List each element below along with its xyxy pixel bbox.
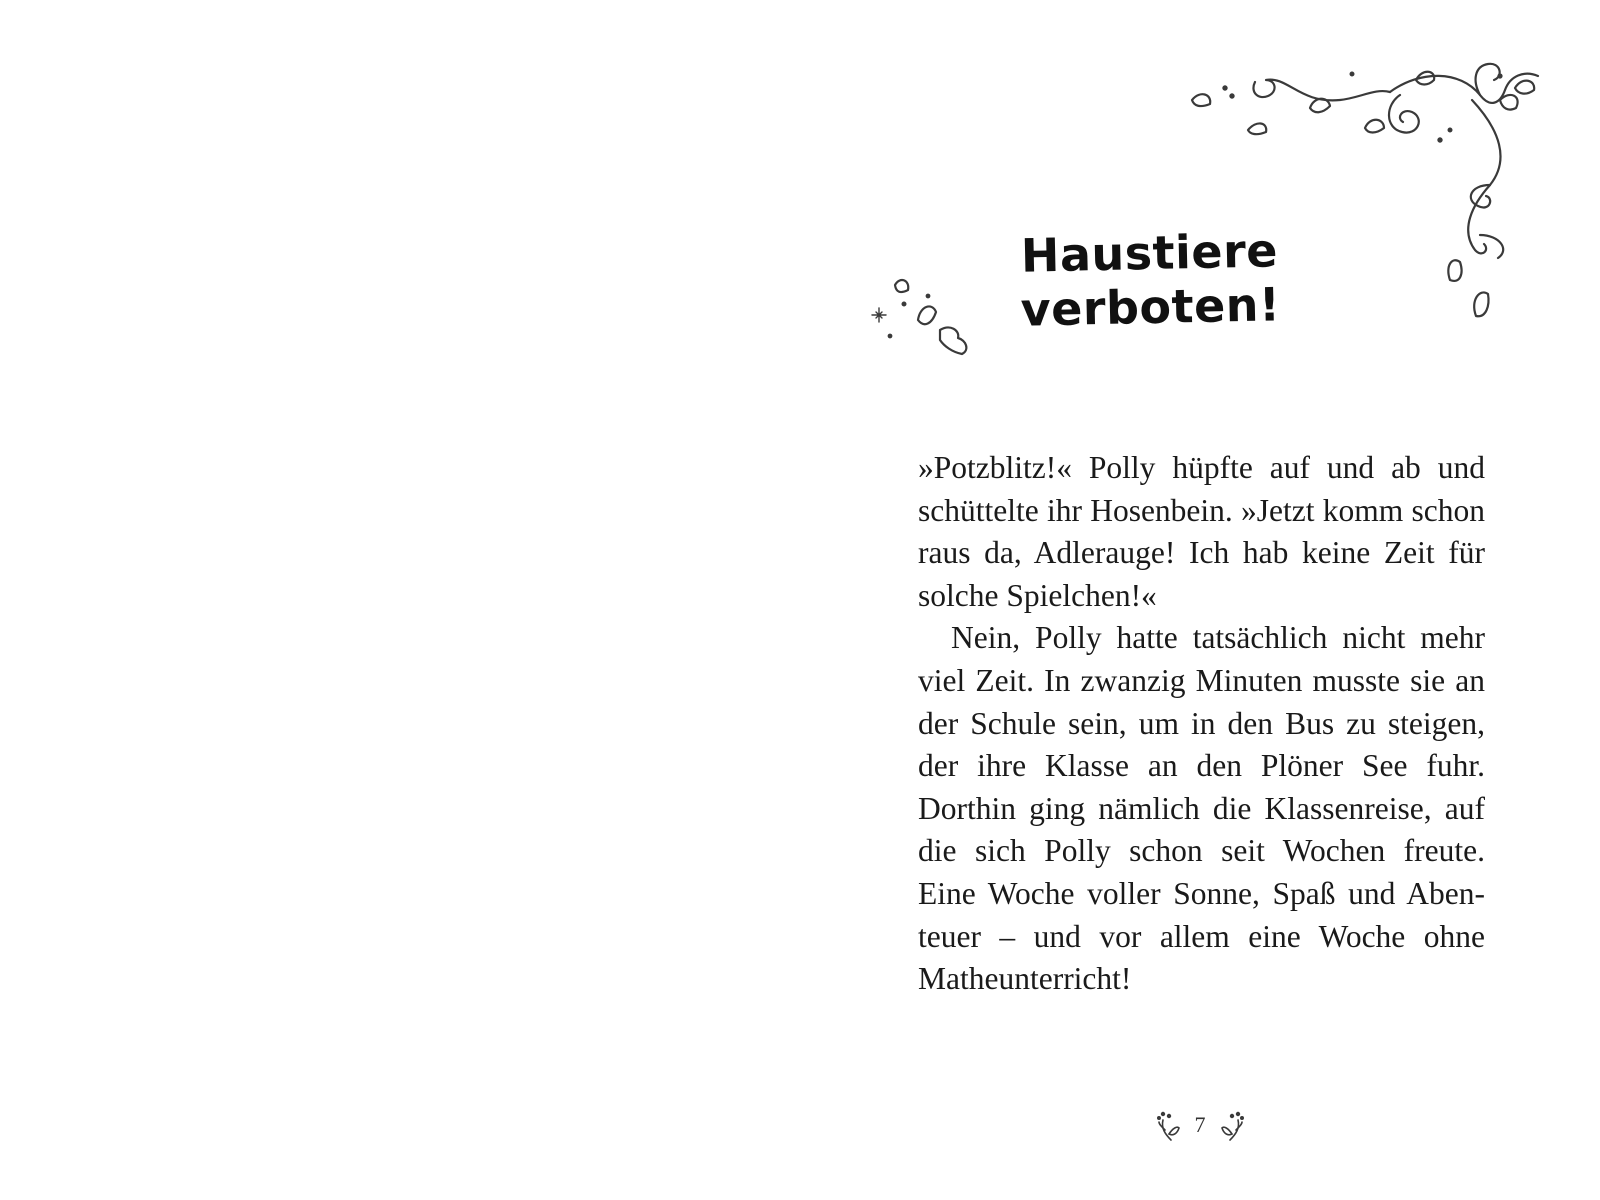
- paragraph: »Potzblitz!« Polly hüpfte auf und ab und schüttelte ihr Hosenbein. »Jetzt komm schon raus da, Adlerauge! Ich hab keine Zeit für solche Spielchen!«: [918, 450, 1485, 613]
- sprout-icon: [1218, 1108, 1246, 1142]
- star-icon: [872, 308, 886, 322]
- right-page: [800, 0, 1600, 1200]
- paragraph: Nein, Polly hatte tatsächlich nicht mehr viel Zeit. In zwanzig Minuten musste sie an der Schule sein, um in den Bus zu steigen, der ihre Klasse an den Plöner See fuhr. Dorthin ging nämlich die Klassenreise, auf die sich Polly schon seit Wochen freute. Eine Woche voller Sonne, Spaß und Abenteuer – und vor allem eine Woche ohne Matheunterricht!: [918, 620, 1485, 997]
- swirl-vine-ornament: [800, 0, 1600, 400]
- page-number: 7: [1194, 1112, 1206, 1137]
- sprout-icon: [1155, 1108, 1183, 1142]
- chapter-title: Haustiere verboten!: [1020, 223, 1282, 337]
- leaf-icon: [1192, 94, 1210, 106]
- body-text: [918, 447, 1485, 1001]
- page-footer: [800, 1108, 1600, 1142]
